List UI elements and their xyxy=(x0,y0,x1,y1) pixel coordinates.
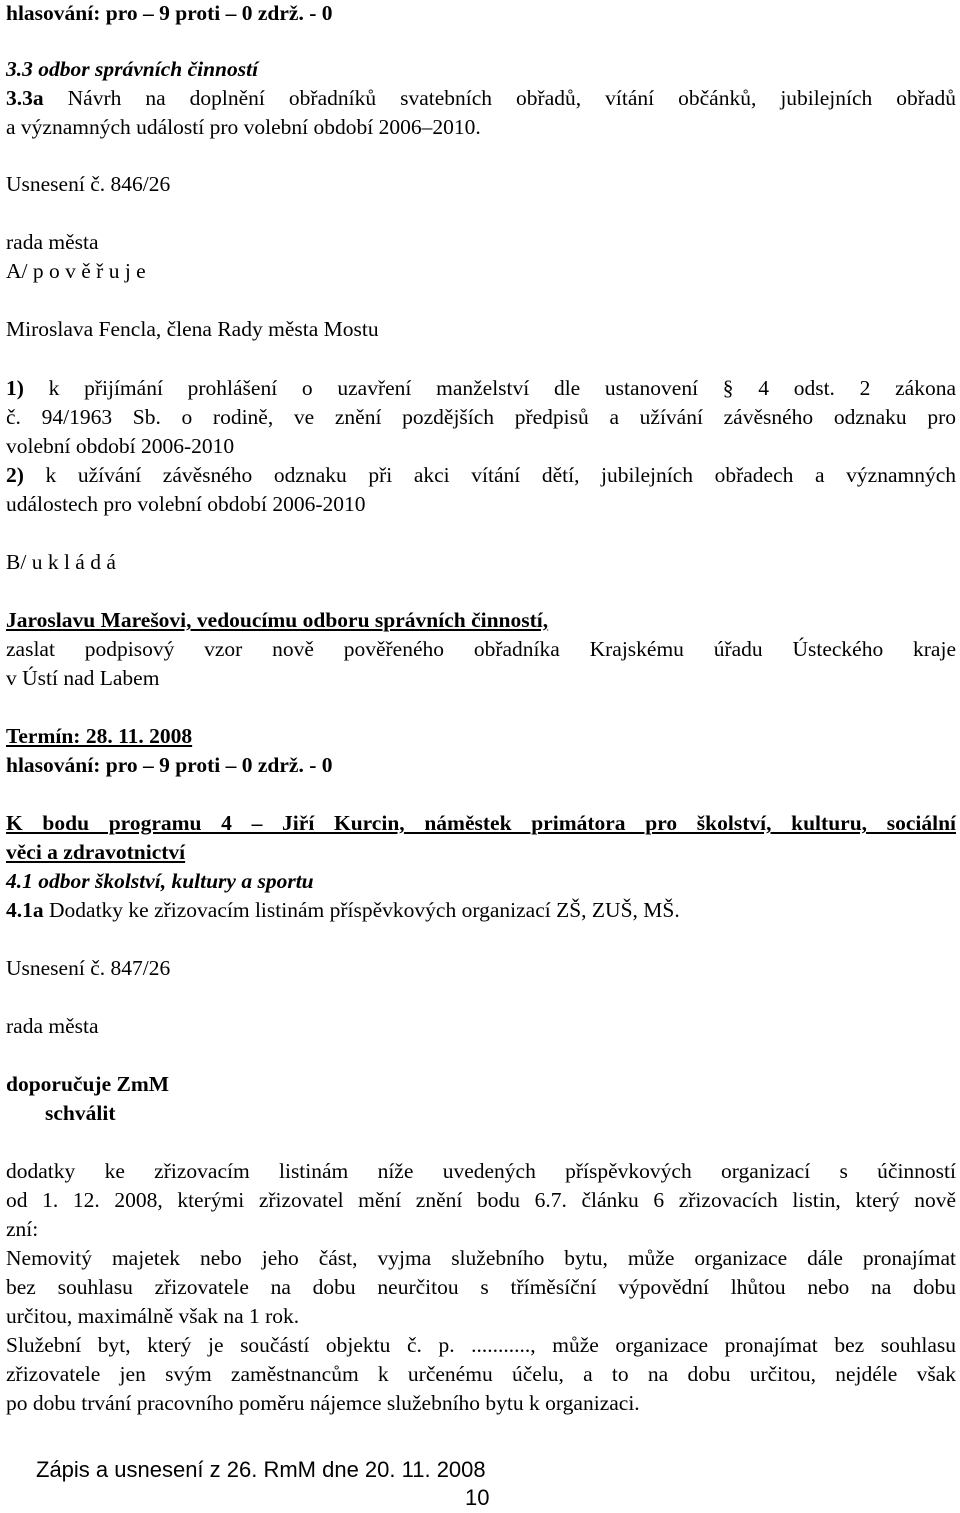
section-heading-3-3: 3.3 odbor správních činností xyxy=(6,57,259,81)
resolution-846-point1-line2: č. 94/1963 Sb. o rodině, ve znění pozdějších předpisů a užívání závěsného odznaku pro xyxy=(6,405,956,429)
resolution-846-b-line1: zaslat podpisový vzor nově pověřeného obřadníka Krajskému úřadu Ústeckého kraje xyxy=(6,637,956,661)
resolution-847-council: rada města xyxy=(6,1014,99,1038)
resolution-847-text-line2: od 1. 12. 2008, kterými zřizovatel mění znění bodu 6.7. článku 6 zřizovacích listin, který nově xyxy=(6,1188,956,1212)
program-4-heading-line1: K bodu programu 4 – Jiří Kurcin, náměstek primátora pro školství, kulturu, sociální xyxy=(6,811,956,835)
resolution-847-para2-line1: Služební byt, který je součástí objektu č. p. ..........., může organizace pronajímat bez souhlasu xyxy=(6,1333,956,1357)
page-footer: Zápis a usnesení z 26. RmM dne 20. 11. 2008 xyxy=(36,1457,486,1482)
resolution-846-deadline: Termín: 28. 11. 2008 xyxy=(6,724,193,748)
resolution-846-title: Usnesení č. 846/26 xyxy=(6,172,171,196)
resolution-846-b-person: Jaroslavu Marešovi, vedoucímu odboru správních činností, xyxy=(6,608,549,632)
resolution-847-para2-line2: zřizovatele jen svým zaměstnancům k určenému účelu, a to na dobu určitou, nejdéle však xyxy=(6,1362,956,1386)
resolution-847-para1-line1: Nemovitý majetek nebo jeho část, vyjma služebního bytu, může organizace dále pronajímat xyxy=(6,1246,956,1270)
resolution-847-para1-line2: bez souhlasu zřizovatele na dobu neurčitou s tříměsíční výpovědní lhůtou nebo na dobu xyxy=(6,1275,956,1299)
program-4-heading-line2: věci a zdravotnictví xyxy=(6,840,186,864)
item-4-1a: 4.1a Dodatky ke zřizovacím listinám příspěvkových organizací ZŠ, ZUŠ, MŠ. xyxy=(6,898,680,922)
resolution-846-person: Miroslava Fencla, člena Rady města Mostu xyxy=(6,317,379,341)
item-3-3a-line2: a významných událostí pro volební období 2006–2010. xyxy=(6,115,481,139)
resolution-847-text-line3: zní: xyxy=(6,1217,39,1241)
resolution-846-point1-line3: volební období 2006-2010 xyxy=(6,434,235,458)
resolution-846-point2-line1: 2) k užívání závěsného odznaku při akci vítání dětí, jubilejních obřadech a významných xyxy=(6,463,956,487)
item-3-3a-line1: 3.3a Návrh na doplnění obřadníků svatebních obřadů, vítání občánků, jubilejních obřadů xyxy=(6,86,956,110)
resolution-846-b-line2: v Ústí nad Labem xyxy=(6,666,160,690)
vote-result-top: hlasování: pro – 9 proti – 0 zdrž. - 0 xyxy=(6,1,333,25)
page-number: 10 xyxy=(465,1485,490,1510)
resolution-846-point1-line1: 1) k přijímání prohlášení o uzavření manželství dle ustanovení § 4 odst. 2 zákona xyxy=(6,376,956,400)
resolution-846-vote: hlasování: pro – 9 proti – 0 zdrž. - 0 xyxy=(6,753,333,777)
resolution-847-text-line1: dodatky ke zřizovacím listinám níže uvedených příspěvkových organizací s účinností xyxy=(6,1159,956,1183)
section-heading-4-1: 4.1 odbor školství, kultury a sportu xyxy=(6,869,314,893)
resolution-847-para2-line3: po dobu trvání pracovního poměru nájemce služebního bytu k organizaci. xyxy=(6,1391,640,1415)
resolution-847-title: Usnesení č. 847/26 xyxy=(6,956,171,980)
resolution-846-a-header: A/ p o v ě ř u j e xyxy=(6,259,146,283)
resolution-847-approve: schválit xyxy=(45,1101,116,1125)
resolution-847-recommend: doporučuje ZmM xyxy=(6,1072,170,1096)
resolution-846-point2-line2: událostech pro volební období 2006-2010 xyxy=(6,492,366,516)
resolution-847-para1-line3: určitou, maximálně však na 1 rok. xyxy=(6,1304,300,1328)
resolution-846-b-header: B/ u k l á d á xyxy=(6,550,116,574)
resolution-846-council: rada města xyxy=(6,230,99,254)
